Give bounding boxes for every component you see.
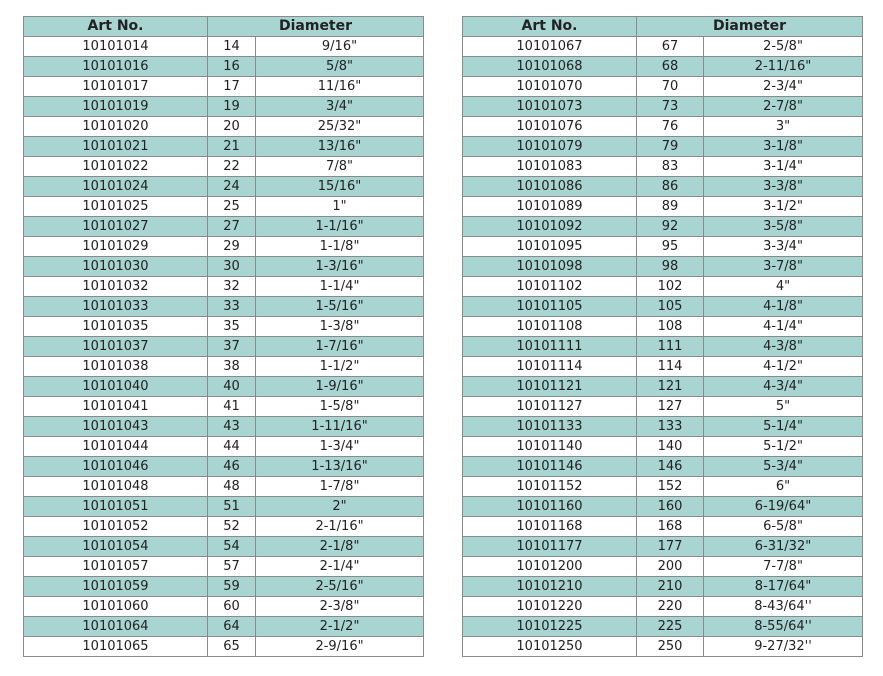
table-row (24, 37, 424, 57)
diameter-inch-cell: 1-7/8" (256, 477, 424, 497)
diameter-inch-cell: 8-55/64'' (704, 617, 863, 637)
art-no-cell: 10101108 (463, 317, 637, 337)
diameter-inch-cell: 1-3/16" (256, 257, 424, 277)
diameter-mm-cell: 20 (208, 117, 256, 137)
table-row (24, 337, 424, 357)
art-no-cell: 10101114 (463, 357, 637, 377)
diameter-inch-cell: 1-5/16" (256, 297, 424, 317)
art-no-cell: 10101092 (463, 217, 637, 237)
diameter-inch-cell: 2-11/16" (704, 57, 863, 77)
diameter-mm-cell: 200 (637, 557, 704, 577)
table-row (463, 517, 863, 537)
table-row (463, 397, 863, 417)
art-no-cell: 10101014 (24, 37, 208, 57)
diameter-mm-cell: 64 (208, 617, 256, 637)
art-no-header: Art No. (24, 17, 208, 37)
diameter-inch-cell: 4-1/4" (704, 317, 863, 337)
diameter-mm-cell: 225 (637, 617, 704, 637)
diameter-mm-cell: 210 (637, 577, 704, 597)
table-row (24, 157, 424, 177)
header-row (463, 17, 863, 37)
art-no-cell: 10101065 (24, 637, 208, 657)
diameter-inch-cell: 2-1/16" (256, 517, 424, 537)
diameter-mm-cell: 67 (637, 37, 704, 57)
diameter-inch-cell: 8-43/64'' (704, 597, 863, 617)
diameter-header: Diameter (637, 17, 863, 37)
diameter-mm-cell: 127 (637, 397, 704, 417)
table-row (24, 377, 424, 397)
art-no-cell: 10101160 (463, 497, 637, 517)
diameter-inch-cell: 9-27/32'' (704, 637, 863, 657)
diameter-mm-cell: 98 (637, 257, 704, 277)
diameter-mm-cell: 30 (208, 257, 256, 277)
table-row (24, 437, 424, 457)
diameter-mm-cell: 19 (208, 97, 256, 117)
art-no-cell: 10101046 (24, 457, 208, 477)
table-row (463, 97, 863, 117)
diameter-inch-cell: 1-5/8" (256, 397, 424, 417)
table-row (24, 597, 424, 617)
table-row (463, 37, 863, 57)
diameter-mm-cell: 37 (208, 337, 256, 357)
table-row (463, 477, 863, 497)
diameter-inch-cell: 11/16" (256, 77, 424, 97)
table-row (463, 237, 863, 257)
diameter-inch-cell: 1-3/4" (256, 437, 424, 457)
art-no-cell: 10101121 (463, 377, 637, 397)
table-row (24, 357, 424, 377)
table-row (24, 557, 424, 577)
table-row (463, 457, 863, 477)
art-no-cell: 10101038 (24, 357, 208, 377)
art-no-cell: 10101200 (463, 557, 637, 577)
art-no-cell: 10101059 (24, 577, 208, 597)
art-no-cell: 10101095 (463, 237, 637, 257)
table-row (463, 317, 863, 337)
diameter-mm-cell: 46 (208, 457, 256, 477)
diameter-inch-cell: 5-1/2" (704, 437, 863, 457)
diameter-inch-cell: 2-7/8" (704, 97, 863, 117)
diameter-mm-cell: 70 (637, 77, 704, 97)
diameter-mm-cell: 17 (208, 77, 256, 97)
art-no-cell: 10101220 (463, 597, 637, 617)
art-no-cell: 10101017 (24, 77, 208, 97)
table-row (463, 497, 863, 517)
table-row (463, 297, 863, 317)
art-no-cell: 10101025 (24, 197, 208, 217)
diameter-mm-cell: 33 (208, 297, 256, 317)
art-no-cell: 10101040 (24, 377, 208, 397)
diameter-inch-cell: 6-31/32" (704, 537, 863, 557)
table-row (463, 177, 863, 197)
diameter-mm-cell: 73 (637, 97, 704, 117)
diameter-mm-cell: 114 (637, 357, 704, 377)
art-no-cell: 10101020 (24, 117, 208, 137)
diameter-mm-cell: 68 (637, 57, 704, 77)
diameter-mm-cell: 22 (208, 157, 256, 177)
table-row (463, 57, 863, 77)
table-row (24, 297, 424, 317)
art-no-cell: 10101086 (463, 177, 637, 197)
diameter-mm-cell: 51 (208, 497, 256, 517)
art-no-cell: 10101054 (24, 537, 208, 557)
table-row (463, 277, 863, 297)
art-no-cell: 10101033 (24, 297, 208, 317)
diameter-inch-cell: 7/8" (256, 157, 424, 177)
diameter-inch-cell: 3-3/8" (704, 177, 863, 197)
table-row (463, 337, 863, 357)
table-body (24, 37, 424, 657)
diameter-mm-cell: 57 (208, 557, 256, 577)
table-row (463, 617, 863, 637)
diameter-table-left (23, 16, 424, 657)
diameter-mm-cell: 83 (637, 157, 704, 177)
table-row (24, 97, 424, 117)
diameter-mm-cell: 95 (637, 237, 704, 257)
diameter-inch-cell: 1-11/16" (256, 417, 424, 437)
diameter-mm-cell: 48 (208, 477, 256, 497)
diameter-mm-cell: 146 (637, 457, 704, 477)
art-no-cell: 10101027 (24, 217, 208, 237)
diameter-mm-cell: 177 (637, 537, 704, 557)
art-no-cell: 10101089 (463, 197, 637, 217)
table-row (24, 137, 424, 157)
diameter-inch-cell: 13/16" (256, 137, 424, 157)
table-row (24, 417, 424, 437)
table-row (463, 257, 863, 277)
diameter-inch-cell: 1-7/16" (256, 337, 424, 357)
table-row (463, 77, 863, 97)
diameter-mm-cell: 40 (208, 377, 256, 397)
diameter-mm-cell: 43 (208, 417, 256, 437)
table-row (463, 357, 863, 377)
diameter-mm-cell: 102 (637, 277, 704, 297)
art-no-cell: 10101052 (24, 517, 208, 537)
diameter-inch-cell: 2-5/8" (704, 37, 863, 57)
diameter-mm-cell: 121 (637, 377, 704, 397)
table-row (463, 417, 863, 437)
table-row (463, 557, 863, 577)
art-no-cell: 10101022 (24, 157, 208, 177)
diameter-mm-cell: 76 (637, 117, 704, 137)
diameter-mm-cell: 111 (637, 337, 704, 357)
diameter-mm-cell: 14 (208, 37, 256, 57)
table-row (24, 77, 424, 97)
art-no-cell: 10101019 (24, 97, 208, 117)
diameter-inch-cell: 1-13/16" (256, 457, 424, 477)
table-row (24, 217, 424, 237)
diameter-inch-cell: 5/8" (256, 57, 424, 77)
diameter-mm-cell: 21 (208, 137, 256, 157)
table-row (24, 117, 424, 137)
diameter-mm-cell: 25 (208, 197, 256, 217)
art-no-cell: 10101067 (463, 37, 637, 57)
diameter-table-right (462, 16, 863, 657)
table-row (463, 537, 863, 557)
diameter-mm-cell: 89 (637, 197, 704, 217)
diameter-inch-cell: 1-1/8" (256, 237, 424, 257)
table-row (24, 277, 424, 297)
table-row (24, 197, 424, 217)
art-no-cell: 10101102 (463, 277, 637, 297)
diameter-inch-cell: 4-1/2" (704, 357, 863, 377)
diameter-mm-cell: 44 (208, 437, 256, 457)
diameter-mm-cell: 86 (637, 177, 704, 197)
diameter-inch-cell: 25/32" (256, 117, 424, 137)
table-row (463, 117, 863, 137)
table-row (24, 397, 424, 417)
diameter-inch-cell: 1-1/2" (256, 357, 424, 377)
table-row (24, 577, 424, 597)
art-no-cell: 10101051 (24, 497, 208, 517)
diameter-inch-cell: 2-5/16" (256, 577, 424, 597)
diameter-mm-cell: 35 (208, 317, 256, 337)
table-row (24, 457, 424, 477)
art-no-cell: 10101041 (24, 397, 208, 417)
diameter-mm-cell: 16 (208, 57, 256, 77)
diameter-inch-cell: 9/16" (256, 37, 424, 57)
diameter-mm-cell: 41 (208, 397, 256, 417)
table-row (463, 437, 863, 457)
diameter-inch-cell: 1" (256, 197, 424, 217)
table-row (463, 217, 863, 237)
art-no-cell: 10101024 (24, 177, 208, 197)
diameter-inch-cell: 1-1/16" (256, 217, 424, 237)
art-no-cell: 10101225 (463, 617, 637, 637)
art-no-cell: 10101168 (463, 517, 637, 537)
diameter-inch-cell: 2-1/8" (256, 537, 424, 557)
diameter-mm-cell: 250 (637, 637, 704, 657)
diameter-mm-cell: 27 (208, 217, 256, 237)
diameter-inch-cell: 3-1/4" (704, 157, 863, 177)
diameter-inch-cell: 2" (256, 497, 424, 517)
diameter-mm-cell: 152 (637, 477, 704, 497)
table-row (24, 477, 424, 497)
diameter-inch-cell: 4-3/4" (704, 377, 863, 397)
art-no-cell: 10101057 (24, 557, 208, 577)
diameter-inch-cell: 8-17/64" (704, 577, 863, 597)
art-no-cell: 10101076 (463, 117, 637, 137)
diameter-mm-cell: 92 (637, 217, 704, 237)
diameter-inch-cell: 2-3/4" (704, 77, 863, 97)
table-row (463, 137, 863, 157)
art-no-cell: 10101070 (463, 77, 637, 97)
diameter-inch-cell: 3-7/8" (704, 257, 863, 277)
diameter-inch-cell: 4" (704, 277, 863, 297)
table-row (24, 497, 424, 517)
table-row (24, 517, 424, 537)
art-no-cell: 10101060 (24, 597, 208, 617)
diameter-mm-cell: 54 (208, 537, 256, 557)
table-row (24, 257, 424, 277)
diameter-mm-cell: 52 (208, 517, 256, 537)
diameter-header: Diameter (208, 17, 424, 37)
art-no-cell: 10101068 (463, 57, 637, 77)
diameter-mm-cell: 32 (208, 277, 256, 297)
diameter-inch-cell: 1-9/16" (256, 377, 424, 397)
diameter-mm-cell: 160 (637, 497, 704, 517)
diameter-inch-cell: 4-3/8" (704, 337, 863, 357)
table-row (24, 617, 424, 637)
table-body (463, 37, 863, 657)
diameter-inch-cell: 1-3/8" (256, 317, 424, 337)
art-no-cell: 10101044 (24, 437, 208, 457)
diameter-mm-cell: 220 (637, 597, 704, 617)
table-row (463, 597, 863, 617)
diameter-mm-cell: 59 (208, 577, 256, 597)
table-row (463, 637, 863, 657)
diameter-inch-cell: 6" (704, 477, 863, 497)
art-no-cell: 10101177 (463, 537, 637, 557)
diameter-inch-cell: 4-1/8" (704, 297, 863, 317)
table-row (24, 237, 424, 257)
art-no-cell: 10101146 (463, 457, 637, 477)
diameter-inch-cell: 1-1/4" (256, 277, 424, 297)
diameter-inch-cell: 3-5/8" (704, 217, 863, 237)
table-row (463, 157, 863, 177)
diameter-inch-cell: 6-5/8" (704, 517, 863, 537)
art-no-cell: 10101029 (24, 237, 208, 257)
art-no-cell: 10101083 (463, 157, 637, 177)
diameter-inch-cell: 5-1/4" (704, 417, 863, 437)
diameter-mm-cell: 60 (208, 597, 256, 617)
header-row (24, 17, 424, 37)
art-no-cell: 10101250 (463, 637, 637, 657)
diameter-inch-cell: 2-1/2" (256, 617, 424, 637)
art-no-cell: 10101111 (463, 337, 637, 357)
table-row (24, 177, 424, 197)
diameter-inch-cell: 2-1/4" (256, 557, 424, 577)
art-no-cell: 10101037 (24, 337, 208, 357)
art-no-cell: 10101035 (24, 317, 208, 337)
diameter-inch-cell: 6-19/64" (704, 497, 863, 517)
table-row (463, 577, 863, 597)
diameter-inch-cell: 5" (704, 397, 863, 417)
diameter-mm-cell: 133 (637, 417, 704, 437)
art-no-cell: 10101021 (24, 137, 208, 157)
art-no-cell: 10101048 (24, 477, 208, 497)
diameter-mm-cell: 79 (637, 137, 704, 157)
art-no-cell: 10101030 (24, 257, 208, 277)
table-row (463, 377, 863, 397)
art-no-cell: 10101105 (463, 297, 637, 317)
diameter-mm-cell: 140 (637, 437, 704, 457)
diameter-inch-cell: 2-3/8" (256, 597, 424, 617)
art-no-cell: 10101043 (24, 417, 208, 437)
diameter-inch-cell: 3-1/2" (704, 197, 863, 217)
diameter-inch-cell: 3/4" (256, 97, 424, 117)
diameter-mm-cell: 108 (637, 317, 704, 337)
diameter-inch-cell: 7-7/8" (704, 557, 863, 577)
art-no-cell: 10101016 (24, 57, 208, 77)
table-row (24, 637, 424, 657)
art-no-cell: 10101133 (463, 417, 637, 437)
diameter-mm-cell: 65 (208, 637, 256, 657)
table-row (24, 317, 424, 337)
diameter-inch-cell: 5-3/4" (704, 457, 863, 477)
diameter-mm-cell: 24 (208, 177, 256, 197)
diameter-inch-cell: 15/16" (256, 177, 424, 197)
art-no-cell: 10101127 (463, 397, 637, 417)
diameter-inch-cell: 2-9/16" (256, 637, 424, 657)
art-no-header: Art No. (463, 17, 637, 37)
table-row (463, 197, 863, 217)
diameter-mm-cell: 29 (208, 237, 256, 257)
table-row (24, 57, 424, 77)
table-row (24, 537, 424, 557)
art-no-cell: 10101210 (463, 577, 637, 597)
diameter-mm-cell: 105 (637, 297, 704, 317)
art-no-cell: 10101079 (463, 137, 637, 157)
art-no-cell: 10101140 (463, 437, 637, 457)
diameter-mm-cell: 168 (637, 517, 704, 537)
diameter-inch-cell: 3-1/8" (704, 137, 863, 157)
diameter-inch-cell: 3-3/4" (704, 237, 863, 257)
art-no-cell: 10101032 (24, 277, 208, 297)
diameter-inch-cell: 3" (704, 117, 863, 137)
art-no-cell: 10101073 (463, 97, 637, 117)
art-no-cell: 10101064 (24, 617, 208, 637)
diameter-mm-cell: 38 (208, 357, 256, 377)
art-no-cell: 10101098 (463, 257, 637, 277)
art-no-cell: 10101152 (463, 477, 637, 497)
